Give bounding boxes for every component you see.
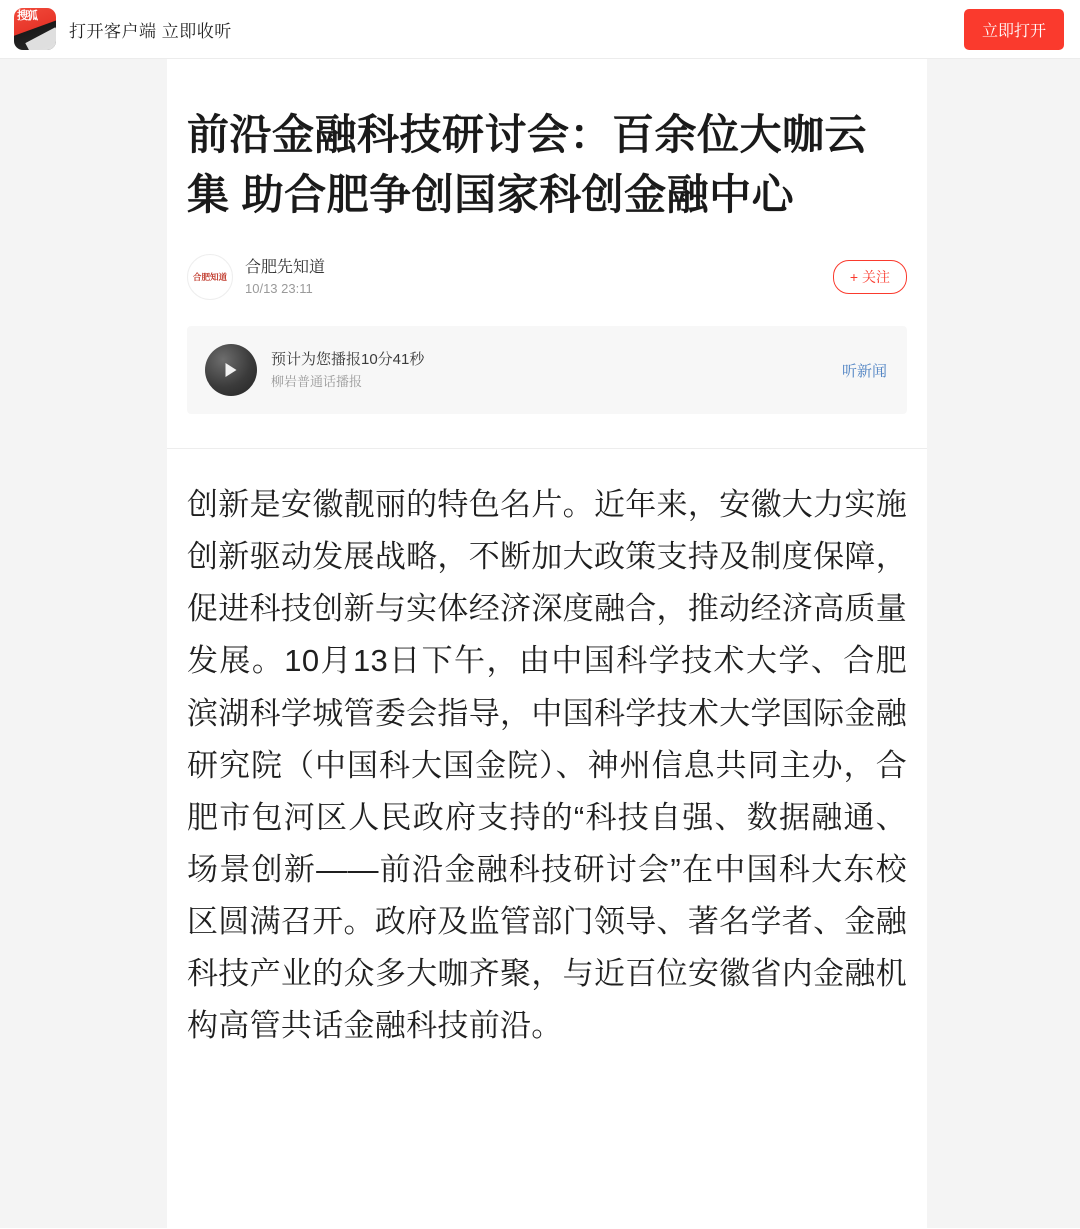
avatar[interactable] (187, 254, 233, 300)
sohu-logo (14, 8, 56, 50)
play-triangle-icon (226, 363, 237, 377)
author-meta (245, 257, 325, 298)
article-body: 创新是安徽靓丽的特色名片。近年来，安徽大力实施创新驱动发展战略，不断加大政策支持及制度保障，促进科技创新与实体经济深度融合，推动经济高质量发展。10月13日下午，由中国科学技术大学、合肥滨湖科学城管委会指导，中国科学技术大学国际金融研究院（中国科大国金院）、神州信息共同主办，合肥市包河区人民政府支持的“科技自强、数据融通、场景创新——前沿金融科技研讨会”在中国科大东校区圆满召开。政府及监管部门领导、著名学者、金融科技产业的众多大咖齐聚，与近百位安徽省内金融机构高管共话金融科技前沿。 (187, 487, 907, 1044)
author-name[interactable]: 合肥先知道 (245, 258, 326, 276)
follow-button[interactable]: + 关注 (833, 260, 907, 294)
publish-time: 10/13 23:11 (245, 280, 313, 296)
audio-player-card[interactable] (187, 326, 907, 414)
avatar-label: 合肥知道 (192, 272, 228, 282)
sohu-logo-text: 搜狐 (17, 10, 37, 22)
open-app-button[interactable]: 立即打开 (964, 9, 1064, 50)
audio-duration-label: 预计为您播报10分41秒 (271, 351, 425, 369)
audio-voice-label: 柳岩普通话播报 (271, 374, 363, 390)
listen-news-link[interactable]: 听新闻 (841, 362, 887, 380)
app-download-bar (0, 0, 1080, 59)
play-icon[interactable] (205, 344, 257, 396)
author-row (187, 254, 907, 300)
audio-text (271, 348, 424, 392)
page-background (0, 59, 1080, 1228)
page-title: 前沿金融科技研讨会：百余位大咖云集 助合肥争创国家科创金融中心 (187, 111, 868, 218)
app-promo-text: 打开客户端 立即收听 (69, 21, 232, 41)
article-container (167, 59, 927, 1228)
logo-stripe (25, 27, 56, 50)
content-divider (167, 448, 927, 449)
